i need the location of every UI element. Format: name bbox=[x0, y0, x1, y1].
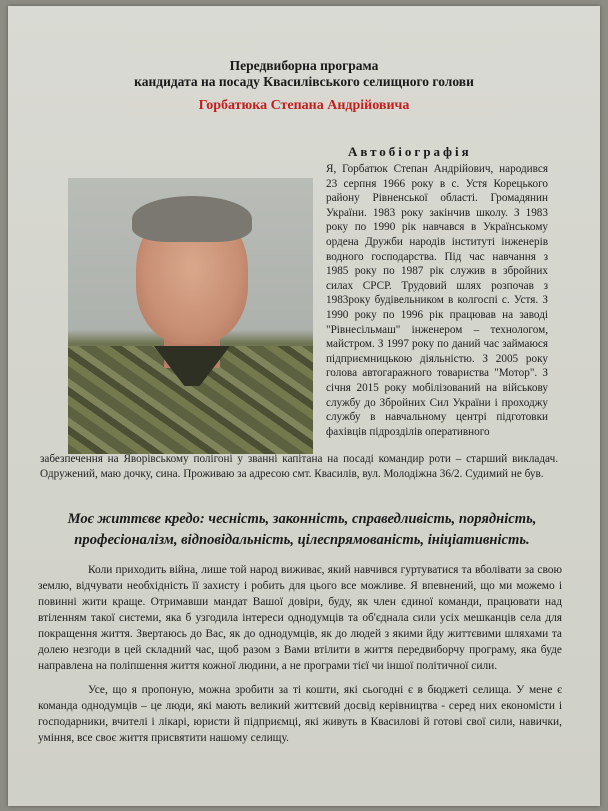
life-credo: Моє життєве кредо: чесність, законність, справедливість, порядність, професіоналізм, відповідальність, цілеспрямованість, ініціативність. bbox=[67, 511, 537, 548]
autobiography-text: Я, Горбатюк Степан Андрійович, народився 23 серпня 1966 року в с. Устя Корецького району Рівненської області. Громадянин України. 1983 року закінчив школу. З 1983 року по 1990 рік навчався в Українському ордена Дружби народів інституті інженерів водного господарства. Під час навчання з 1985 року по 1987 рік служив в збройних силах СРСР. Трудовий шлях розпочав з 1983року будівельником в колгоспі с. Устя. З 1990 року по 1996 рік працював на заводі "Рівнесільмаш" інженером – технологом, майстром. З 1997 року по даний час займаюся підприємницькою діяльністю. З 2005 року голова автогаражного товариства "Мотор". З січня 2015 року мобілізований на військову службу до Збройних Сил України і проходжу службу в навчальному центрі підготовки фахівців підрозділів оперативного bbox=[326, 163, 548, 438]
candidate-photo bbox=[68, 178, 313, 454]
document-page bbox=[8, 6, 600, 806]
candidate-name: Горбатюка Степана Андрійовича bbox=[198, 98, 410, 113]
program-subtitle: кандидата на посаду Квасилівського селищного голови bbox=[134, 74, 474, 89]
autobiography-heading: Автобіографія bbox=[348, 144, 472, 159]
program-paragraph: Коли приходить війна, лише той народ виживає, який навчився гуртуватися та вболівати за свою землю, відчувати необхідність її захисту і робить для цього все можливе. Я впевнений, що ми можемо і повинні жити краще. Отримавши мандат Вашої довіри, буду, як член єдиної команди, працювати над втіленням такої системи, яка б узгодила інтереси однодумців та об'єднала сили усіх мешканців села для покращення життя. Звертаюсь до Вас, як до однодумців, як до людей з якими йду життєвими шляхами та долею незгоди в цей складний час, щоб разом з Вами втілити в життя передвиборчу програму, яка буде направлена на поліпшення життя кожної людини, а не програми тієї чи іншої політичної сили. bbox=[38, 564, 562, 672]
program-paragraph: Усе, що я пропоную, можна зробити за ті кошти, які сьогодні є в бюджеті селища. У мене є команда однодумців – це люди, які мають великий життєвий досвід керівництва - серед них економісти і господарники, вчителі і лікарі, юристи й підприємці, які живуть в Квасилові й готові свої сили, навички, уміння, все своє життя присвятити нашому селищу. bbox=[38, 684, 562, 744]
program-title: Передвиборна програма bbox=[229, 58, 379, 73]
autobiography-text-continued: забезпечення на Яворівському полігоні у званні капітана на посаді командир роти – старший викладач. Одружений, маю дочку, сина. Проживаю за адресою смт. Квасилів, вул. Молодіжна 36/2. Судимий не був. bbox=[40, 453, 558, 480]
